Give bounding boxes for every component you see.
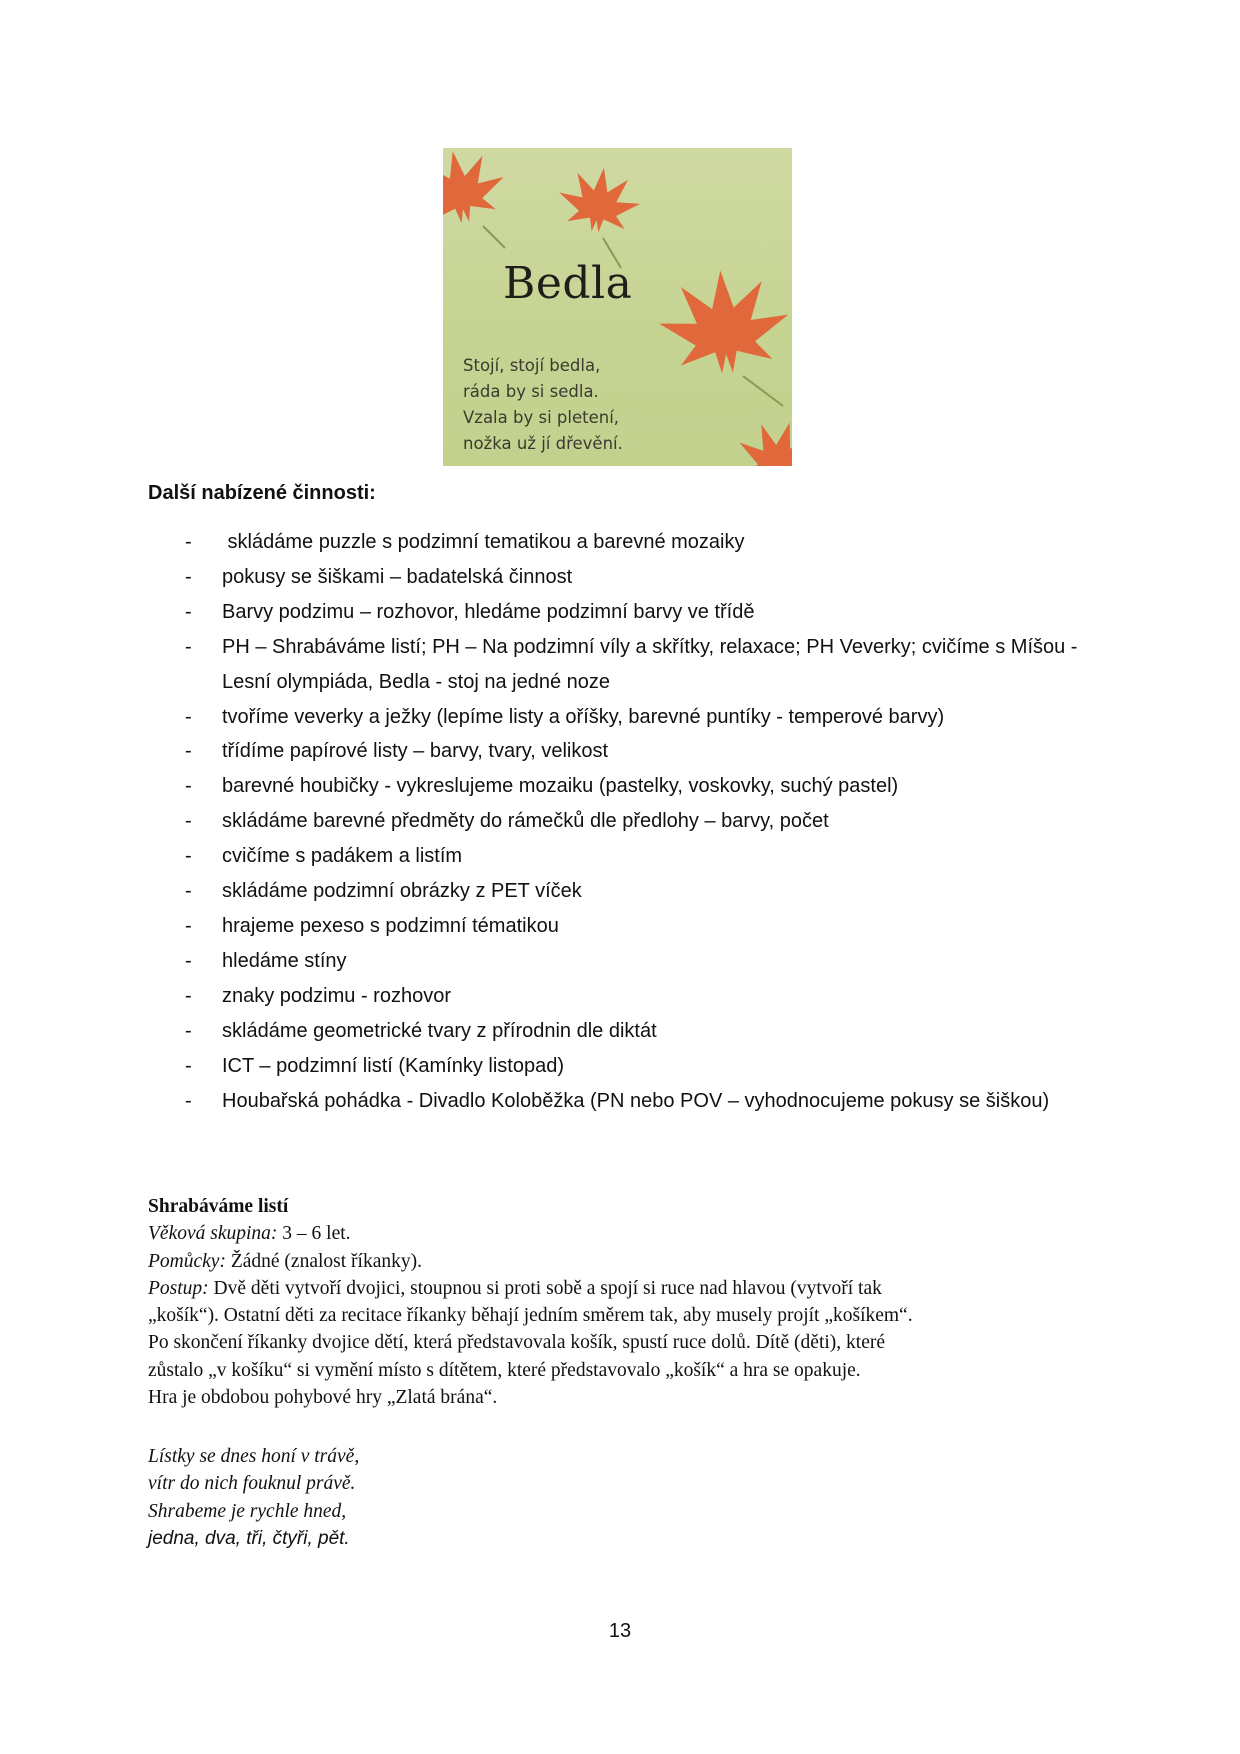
procedure-line: Hra je obdobou pohybové hry „Zlatá brána“. <box>148 1387 498 1409</box>
list-item-text: pokusy se šiškami – badatelská činnost <box>222 565 573 588</box>
age-label: Věková skupina: <box>148 1223 278 1245</box>
list-item <box>0 804 1240 839</box>
bullet-dash: - <box>185 565 192 588</box>
bullet-dash: - <box>185 914 192 937</box>
list-item <box>0 979 1240 1014</box>
list-item-text: hrajeme pexeso s podzimní tématikou <box>222 914 559 937</box>
bullet-dash: - <box>185 740 192 763</box>
poem-line: nožka už jí dřevění. <box>463 434 623 453</box>
list-item <box>0 630 1240 700</box>
bullet-dash: - <box>185 949 192 972</box>
list-item-text: cvičíme s padákem a listím <box>222 845 463 868</box>
bullet-dash: - <box>185 880 192 903</box>
tools-value: Žádné (znalost říkanky). <box>225 1250 422 1272</box>
list-item-text: tvoříme veverky a ježky (lepíme listy a oříšky, barevné puntíky - temperové barvy) <box>222 705 945 728</box>
list-item <box>0 700 1240 735</box>
list-item <box>0 839 1240 874</box>
game-description <box>148 1193 1108 1411</box>
list-item <box>0 944 1240 979</box>
procedure <box>148 1275 1108 1411</box>
rhyme-line: jedna, dva, tři, čtyři, pět. <box>148 1527 350 1549</box>
list-item-text: hledáme stíny <box>222 949 347 972</box>
procedure-label: Postup: <box>148 1277 209 1299</box>
list-item <box>0 734 1240 769</box>
bullet-dash: - <box>185 531 192 553</box>
list-item-text: skládáme geometrické tvary z přírodnin dle diktát <box>222 1019 657 1042</box>
activity-list <box>0 525 1240 1118</box>
list-item-text: skládáme barevné předměty do rámečků dle předlohy – barvy, počet <box>222 810 829 833</box>
bullet-dash: - <box>185 775 192 798</box>
illustration-title: Bedla <box>503 258 633 309</box>
list-item-text: barevné houbičky - vykreslujeme mozaiku (pastelky, voskovky, suchý pastel) <box>222 775 899 798</box>
bullet-dash: - <box>185 1019 192 1042</box>
bullet-dash: - <box>185 1089 192 1112</box>
rhyme-line: vítr do nich fouknul právě. <box>148 1473 356 1495</box>
illustration-poem <box>463 353 623 457</box>
page-number: 13 <box>608 1620 632 1642</box>
list-item <box>0 1014 1240 1049</box>
list-item <box>0 560 1240 595</box>
list-item <box>0 1049 1240 1084</box>
list-item-text: PH – Shrabáváme listí; PH – Na podzimní víly a skřítky, relaxace; PH Veverky; cvičíme s Míšou - Lesní olympiáda, Bedla - stoj na jedné noze <box>222 635 1078 693</box>
poem-line: Stojí, stojí bedla, <box>463 356 601 375</box>
list-item-text: ICT – podzimní listí (Kamínky listopad) <box>222 1054 564 1077</box>
bullet-dash: - <box>185 845 192 868</box>
bedla-illustration <box>443 148 792 466</box>
list-item-text: znaky podzimu - rozhovor <box>222 984 451 1007</box>
age-group <box>148 1220 1108 1247</box>
procedure-line: „košík“). Ostatní děti za recitace říkanky běhají jedním směrem tak, aby musely projít „košíkem“. <box>148 1305 913 1327</box>
bullet-dash: - <box>185 600 192 623</box>
list-item <box>0 909 1240 944</box>
list-item-text: třídíme papírové listy – barvy, tvary, velikost <box>222 740 609 763</box>
age-value: 3 – 6 let. <box>277 1223 351 1245</box>
bullet-dash: - <box>185 635 192 658</box>
list-item-text: skládáme puzzle s podzimní tematikou a barevné mozaiky <box>222 531 745 553</box>
list-item-text: Houbařská pohádka - Divadlo Koloběžka (PN nebo POV – vyhodnocujeme pokusy se šiškou) <box>222 1089 1050 1112</box>
procedure-line: zůstalo „v košíku“ si vymění místo s dítětem, které představovalo „košík“ a hra se opakuje. <box>148 1359 861 1381</box>
bullet-dash: - <box>185 705 192 728</box>
bullet-dash: - <box>185 810 192 833</box>
tools-label: Pomůcky: <box>148 1250 226 1272</box>
activities-heading: Další nabízené činnosti: <box>148 482 376 504</box>
poem-line: ráda by si sedla. <box>463 382 599 401</box>
poem-line: Vzala by si pletení, <box>463 408 620 427</box>
procedure-line: Po skončení říkanky dvojice dětí, která představovala košík, spustí ruce dolů. Dítě (děti), které <box>148 1332 886 1354</box>
list-item <box>0 595 1240 630</box>
list-item-text: skládáme podzimní obrázky z PET víček <box>222 880 582 903</box>
list-item <box>0 525 1240 560</box>
rhyme-line: Shrabeme je rychle hned, <box>148 1500 347 1522</box>
list-item <box>0 769 1240 804</box>
game-title: Shrabáváme listí <box>148 1196 289 1217</box>
procedure-line: Dvě děti vytvoří dvojici, stoupnou si proti sobě a spojí si ruce nad hlavou (vytvoří tak <box>208 1277 882 1299</box>
tools <box>148 1248 1108 1275</box>
rhyme <box>148 1443 359 1552</box>
list-item-text: Barvy podzimu – rozhovor, hledáme podzimní barvy ve třídě <box>222 600 755 623</box>
list-item <box>0 874 1240 909</box>
rhyme-line: Lístky se dnes honí v trávě, <box>148 1446 360 1467</box>
bullet-dash: - <box>185 1054 192 1077</box>
bullet-dash: - <box>185 984 192 1007</box>
list-item <box>0 1084 1240 1119</box>
